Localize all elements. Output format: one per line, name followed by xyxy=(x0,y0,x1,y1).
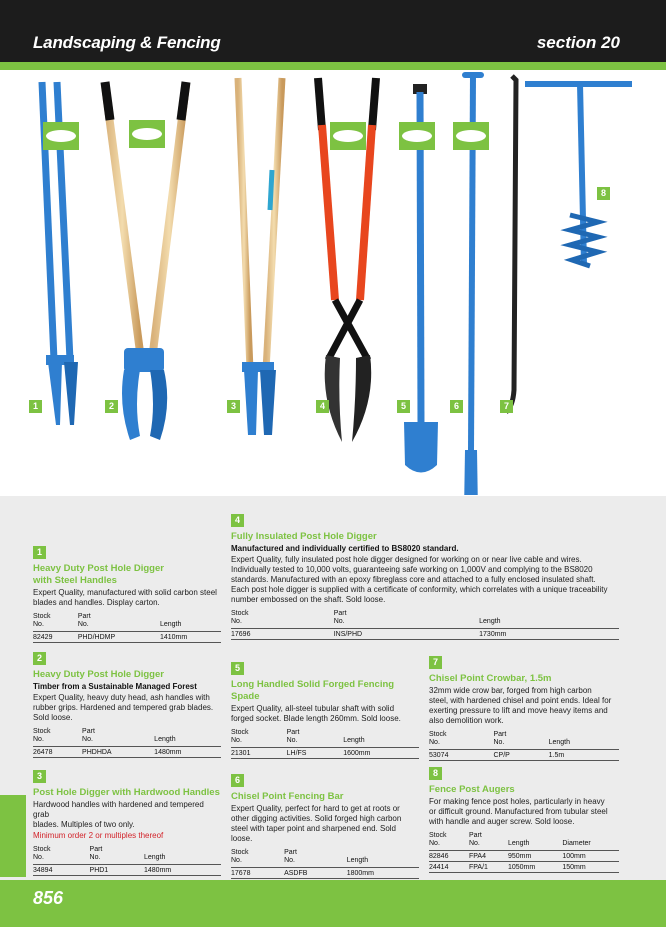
product-4-stock-table xyxy=(231,610,619,640)
table-cell: FPA4 xyxy=(469,851,508,862)
table-row xyxy=(33,632,221,643)
table-row xyxy=(429,862,619,873)
section-label: section 20 xyxy=(536,33,620,52)
image-label-7: 7 xyxy=(500,400,513,413)
product-1-number: 1 xyxy=(33,546,46,559)
product-6-title: Chisel Point Fencing Bar xyxy=(231,791,344,802)
tool-3-hardwood-post-hole-digger xyxy=(238,78,282,435)
column-header: Length xyxy=(160,613,221,632)
column-header: Part No. xyxy=(287,729,344,748)
column-header: Part No. xyxy=(494,731,549,750)
column-header: Length xyxy=(508,832,562,851)
product-5-title: Long Handled Solid Forged Fencing Spade xyxy=(231,679,395,702)
tools-illustration xyxy=(0,70,666,495)
table-cell: PHD1 xyxy=(90,865,144,876)
tool-7-crowbar xyxy=(506,76,516,412)
table-header xyxy=(231,610,619,629)
column-header: Stock No. xyxy=(429,731,494,750)
product-6-stock-table xyxy=(231,849,419,879)
column-header: Length xyxy=(154,728,221,747)
product-8-stock-table xyxy=(429,832,619,873)
side-tab xyxy=(0,795,26,877)
product-2-description: Expert Quality, heavy duty head, ash handles with rubber grips. Hardened and tempered grab blades. Sold loose. xyxy=(33,693,214,722)
page-title: Landscaping & Fencing xyxy=(33,33,221,52)
table-row xyxy=(231,868,419,879)
image-label-1: 1 xyxy=(29,400,42,413)
table-cell: FPA/1 xyxy=(469,862,508,873)
product-2-stock-table xyxy=(33,728,221,758)
product-3-title: Post Hole Digger with Hardwood Handles xyxy=(33,787,220,798)
product-7-number: 7 xyxy=(429,656,442,669)
product-8 xyxy=(429,763,619,873)
product-4-description: Expert Quality, fully insulated post hole digger designed for working on or near live cable and wires. Individually tested to 10,000 volts, guaranteeing safe working on 1,000V and complying to the BS8020 standards. Manufactured with an epoxy fibreglass core and attached to a fully enclosed insulated shaft. Each post hole digger is supplied with a certificate of conformity, which correlates with a unique traceability number embossed on the shaft. Sold loose. xyxy=(231,555,608,604)
image-label-5: 5 xyxy=(397,400,410,413)
table-cell: 24414 xyxy=(429,862,469,873)
image-label-8: 8 xyxy=(597,187,610,200)
table-cell: 1410mm xyxy=(160,632,221,643)
column-header: Part No. xyxy=(82,728,154,747)
column-header: Stock No. xyxy=(231,849,284,868)
product-7-title: Chisel Point Crowbar, 1.5m xyxy=(429,673,552,684)
product-6 xyxy=(231,770,419,879)
column-header: Stock No. xyxy=(429,832,469,851)
product-6-number: 6 xyxy=(231,774,244,787)
product-3 xyxy=(33,766,221,876)
product-1-description: Expert Quality, manufactured with solid carbon steel blades and handles. Display carton. xyxy=(33,588,217,607)
product-2 xyxy=(33,648,221,758)
product-7-stock-table xyxy=(429,731,619,761)
footer-bar xyxy=(0,880,666,927)
image-label-6: 6 xyxy=(450,400,463,413)
table-row xyxy=(33,747,221,758)
product-3-number: 3 xyxy=(33,770,46,783)
product-4-subtitle: Manufactured and individually certified to BS8020 standard. xyxy=(231,544,459,553)
product-5 xyxy=(231,658,419,759)
table-header xyxy=(429,832,619,851)
product-7-description: 32mm wide crow bar, forged from high carbon steel, with hardened chisel and point ends. Ideal for exerting pressure to lift and move heavy items and also demolition work. xyxy=(429,686,612,725)
header-stripe xyxy=(0,62,666,70)
product-7 xyxy=(429,652,619,761)
column-header: Stock No. xyxy=(33,728,82,747)
table-row xyxy=(429,750,619,761)
product-6-description: Expert Quality, perfect for hard to get at roots or other digging activities. Solid forged high carbon steel with taper point and sharpened end. Sold loose. xyxy=(231,804,402,843)
table-cell: 1730mm xyxy=(479,629,619,640)
table-cell: 1800mm xyxy=(347,868,419,879)
table-cell: INS/PHD xyxy=(334,629,479,640)
product-5-stock-table xyxy=(231,729,419,759)
column-header: Length xyxy=(549,731,619,750)
table-cell: 150mm xyxy=(562,862,619,873)
table-row xyxy=(33,865,221,876)
table-cell: PHD/HDMP xyxy=(78,632,160,643)
table-cell: 1600mm xyxy=(343,748,419,759)
product-3-minimum-order-note: Minimum order 2 or multiples thereof xyxy=(33,831,164,840)
image-label-4: 4 xyxy=(316,400,329,413)
column-header: Length xyxy=(347,849,419,868)
column-header: Length xyxy=(479,610,619,629)
product-5-number: 5 xyxy=(231,662,244,675)
table-cell: 34894 xyxy=(33,865,90,876)
table-header xyxy=(33,728,221,747)
product-4-title: Fully Insulated Post Hole Digger xyxy=(231,531,377,542)
table-cell: 26478 xyxy=(33,747,82,758)
table-cell: 21301 xyxy=(231,748,287,759)
table-cell: 1050mm xyxy=(508,862,562,873)
product-4-number: 4 xyxy=(231,514,244,527)
column-header: Length xyxy=(343,729,419,748)
column-header: Diameter xyxy=(562,832,619,851)
table-cell: 82429 xyxy=(33,632,78,643)
product-5-description: Expert Quality, all-steel tubular shaft with solid forged socket. Blade length 260mm. Sold loose. xyxy=(231,704,401,723)
table-row xyxy=(429,851,619,862)
column-header: Part No. xyxy=(90,846,144,865)
tool-8-fence-auger xyxy=(525,84,632,266)
column-header: Stock No. xyxy=(33,846,90,865)
product-3-stock-table xyxy=(33,846,221,876)
image-label-2: 2 xyxy=(105,400,118,413)
product-1 xyxy=(33,542,221,643)
table-header xyxy=(231,729,419,748)
table-cell: 950mm xyxy=(508,851,562,862)
product-8-title: Fence Post Augers xyxy=(429,784,515,795)
table-row xyxy=(231,629,619,640)
column-header: Part No. xyxy=(469,832,508,851)
column-header: Stock No. xyxy=(231,610,334,629)
product-8-number: 8 xyxy=(429,767,442,780)
table-cell: ASDFB xyxy=(284,868,347,879)
product-1-title: Heavy Duty Post Hole Digger with Steel Handles xyxy=(33,563,164,586)
table-cell: 1480mm xyxy=(154,747,221,758)
table-header xyxy=(33,613,221,632)
table-cell: PHDHDA xyxy=(82,747,154,758)
product-images xyxy=(0,70,666,495)
table-cell: 82846 xyxy=(429,851,469,862)
column-header: Part No. xyxy=(78,613,160,632)
product-2-subtitle: Timber from a Sustainable Managed Forest xyxy=(33,682,197,691)
product-3-description: Hardwood handles with hardened and tempered grab blades. Multiples of two only. xyxy=(33,800,204,829)
table-header xyxy=(33,846,221,865)
column-header: Length xyxy=(144,846,221,865)
image-label-3: 3 xyxy=(227,400,240,413)
product-8-description: For making fence post holes, particularly in heavy or difficult ground. Manufactured from tubular steel with handle and auger screw. Sold loose. xyxy=(429,797,608,826)
table-row xyxy=(231,748,419,759)
table-cell: 1480mm xyxy=(144,865,221,876)
page-number: 856 xyxy=(33,888,64,908)
table-cell: CP/P xyxy=(494,750,549,761)
product-1-stock-table xyxy=(33,613,221,643)
column-header: Part No. xyxy=(334,610,479,629)
table-cell: LH/FS xyxy=(287,748,344,759)
column-header: Stock No. xyxy=(231,729,287,748)
table-cell: 100mm xyxy=(562,851,619,862)
product-4 xyxy=(231,510,619,640)
table-header xyxy=(429,731,619,750)
product-2-title: Heavy Duty Post Hole Digger xyxy=(33,669,164,680)
table-cell: 53074 xyxy=(429,750,494,761)
table-header xyxy=(231,849,419,868)
column-header: Stock No. xyxy=(33,613,78,632)
product-2-number: 2 xyxy=(33,652,46,665)
column-header: Part No. xyxy=(284,849,347,868)
table-cell: 1.5m xyxy=(549,750,619,761)
table-cell: 17696 xyxy=(231,629,334,640)
table-cell: 17678 xyxy=(231,868,284,879)
